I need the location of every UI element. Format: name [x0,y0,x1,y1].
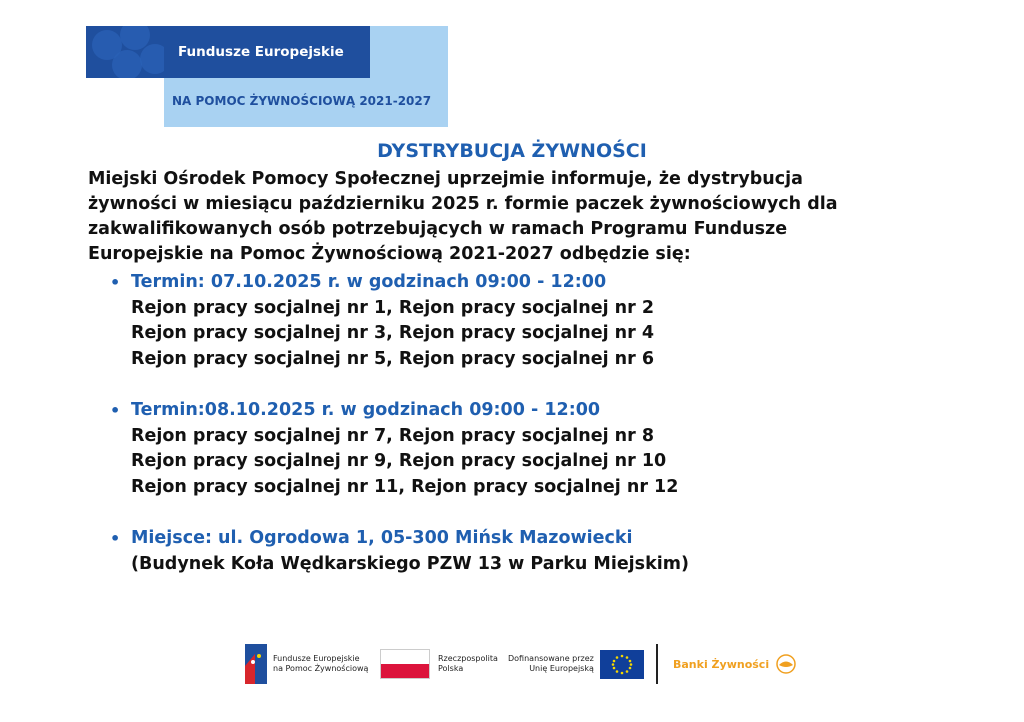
item-head: Termin:08.10.2025 r. w godzinach 09:00 - 12:00 [131,400,601,420]
bullet-icon: • [110,273,121,292]
intro-line: Europejskie na Pomoc Żywnościową 2021-2027 odbędzie się: [88,244,691,264]
eu-line2: Unię Europejską [529,664,594,673]
item-line: Rejon pracy socjalnej nr 11, Rejon pracy socjalnej nr 12 [131,476,679,497]
item-head: Termin: 07.10.2025 r. w godzinach 09:00 - 12:00 [131,272,607,292]
intro-paragraph [88,167,948,267]
banki-logo [673,642,797,686]
item-line: Rejon pracy socjalnej nr 5, Rejon pracy socjalnej nr 6 [131,348,655,369]
item-line: Rejon pracy socjalnej nr 9, Rejon pracy socjalnej nr 10 [131,451,667,471]
header-title: Fundusze Europejskie [164,26,370,78]
fe-logo [245,642,368,686]
list-spacer [108,500,928,526]
fe-flag-icon [245,644,267,684]
header-subtitle: NA POMOC ŻYWNOŚCIOWĄ 2021-2027 [172,94,432,108]
header-pattern [86,26,164,78]
eu-line1: Dofinansowane przez [508,654,594,663]
list-item [108,398,928,500]
footer-logos [0,642,1024,686]
rp-line2: Polska [438,664,464,673]
intro-line: Miejski Ośrodek Pomocy Społecznej uprzejmie informuje, że dystrybucja [88,169,803,189]
list-spacer [108,372,928,398]
fe-line1: Fundusze Europejskie [273,654,360,663]
item-line: Rejon pracy socjalnej nr 7, Rejon pracy socjalnej nr 8 [131,425,655,446]
header-banner [86,26,448,127]
rp-line1: Rzeczpospolita [438,654,498,663]
footer-divider [656,644,658,684]
list-item [108,526,928,577]
rp-logo [380,642,498,686]
item-line: Rejon pracy socjalnej nr 1, Rejon pracy socjalnej nr 2 [131,297,655,318]
item-line: (Budynek Koła Wędkarskiego PZW 13 w Parku Miejskim) [131,553,689,574]
header-light-block [370,26,448,78]
bullet-icon: • [110,529,121,548]
item-head: Miejsce: ul. Ogrodowa 1, 05-300 Mińsk Mazowiecki [131,528,633,548]
schedule-list [108,270,928,577]
list-item [108,270,928,372]
eu-logo [508,642,644,686]
banki-bird-icon [775,654,797,674]
intro-line: zakwalifikowanych osób potrzebujących w ramach Programu Fundusze [88,219,788,239]
item-line: Rejon pracy socjalnej nr 3, Rejon pracy socjalnej nr 4 [131,323,655,343]
banki-label: Banki Żywności [673,657,770,671]
fe-line2: na Pomoc Żywnościową [273,664,369,673]
poland-flag-icon [380,649,430,679]
eu-flag-icon [600,650,644,679]
bullet-icon: • [110,401,121,420]
intro-line: żywności w miesiącu październiku 2025 r. formie paczek żywnościowych dla [88,194,838,214]
document-heading: DYSTRYBUCJA ŻYWNOŚCI [377,140,647,162]
